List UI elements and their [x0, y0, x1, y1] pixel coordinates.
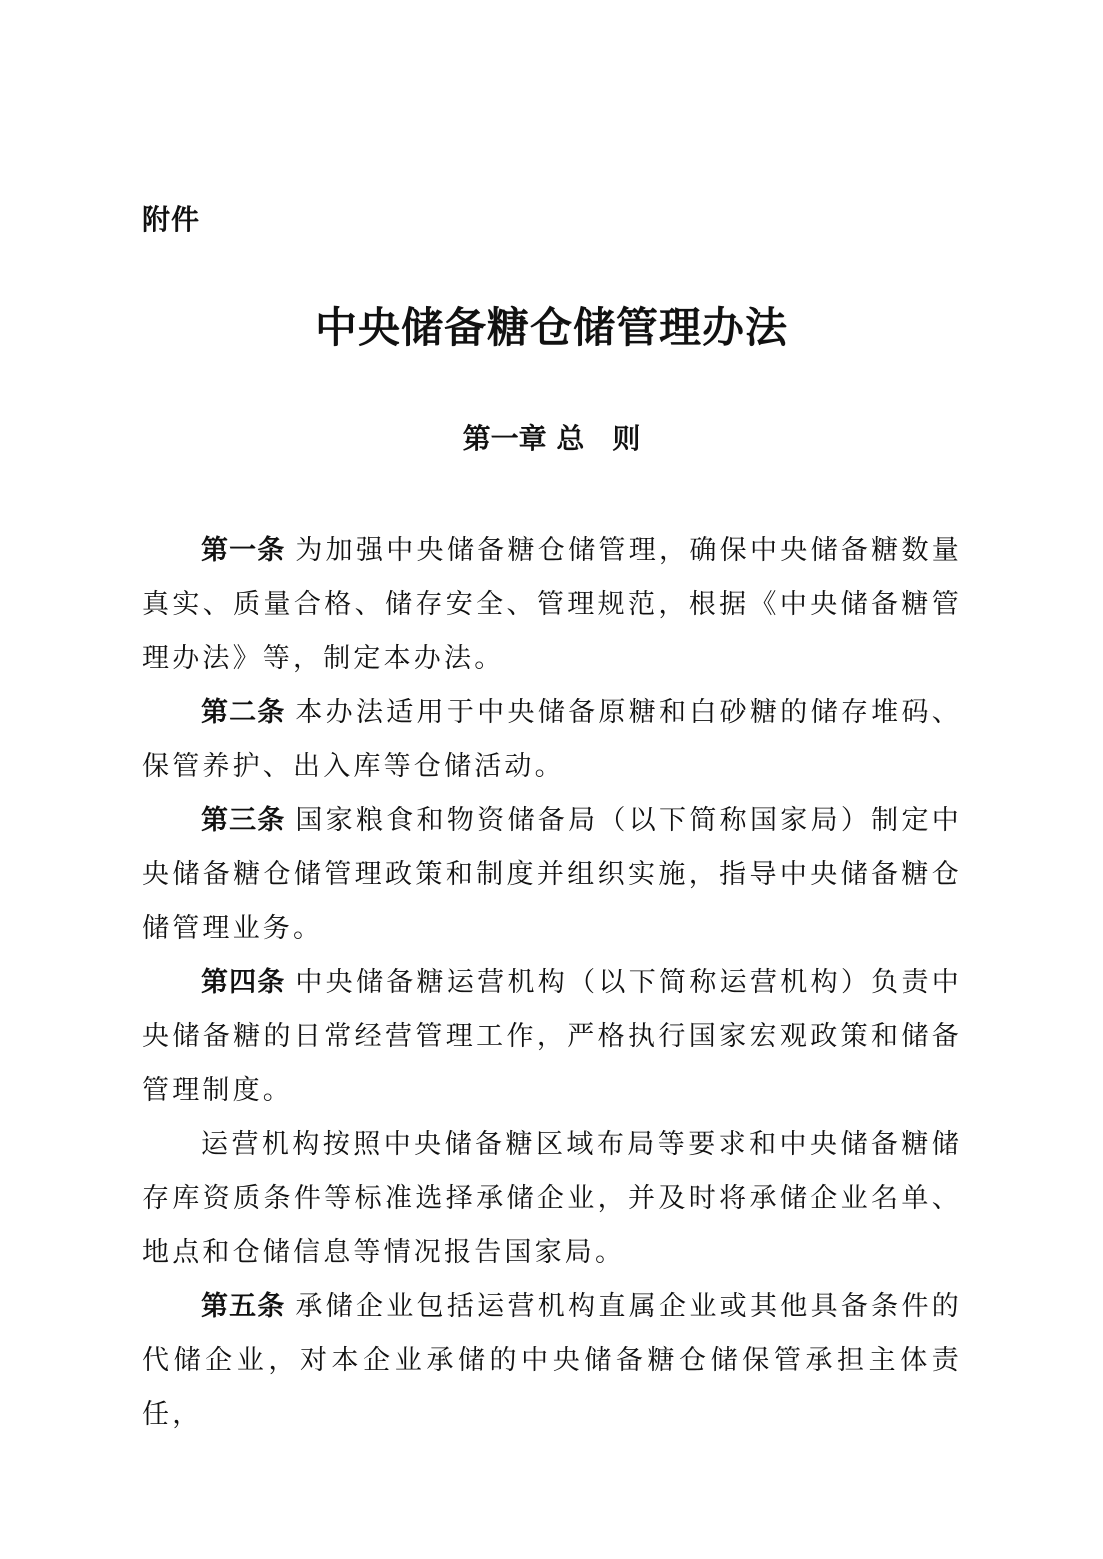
- article-paragraph: [142, 956, 962, 1118]
- article-text: 国家粮食和物资储备局（以下简称国家局）制定中央储备糖仓储管理政策和制度并组织实施，指导中央储备糖仓储管理业务。: [142, 805, 962, 944]
- article-text: 中央储备糖运营机构（以下简称运营机构）负责中央储备糖的日常经营管理工作，严格执行国家宏观政策和储备管理制度。: [142, 967, 962, 1106]
- attachment-label: 附件: [142, 203, 201, 236]
- article-number: 第三条: [201, 805, 286, 836]
- article-paragraph: [142, 686, 962, 794]
- document-body: [142, 524, 962, 1442]
- article-text: 为加强中央储备糖仓储管理，确保中央储备糖数量真实、质量合格、储存安全、管理规范，根据《中央储备糖管理办法》等，制定本办法。: [142, 535, 962, 674]
- article-number: 第二条: [201, 697, 286, 728]
- paragraph-text: 运营机构按照中央储备糖区域布局等要求和中央储备糖储存库资质条件等标准选择承储企业，并及时将承储企业名单、地点和仓储信息等情况报告国家局。: [142, 1129, 962, 1268]
- article-number: 第四条: [201, 967, 286, 998]
- chapter-heading: 第一章 总 则: [462, 422, 641, 455]
- article-text: 本办法适用于中央储备原糖和白砂糖的储存堆码、保管养护、出入库等仓储活动。: [142, 697, 962, 782]
- document-title: 中央储备糖仓储管理办法: [314, 303, 788, 352]
- article-text: 承储企业包括运营机构直属企业或其他具备条件的代储企业，对本企业承储的中央储备糖仓储保管承担主体责任，: [142, 1291, 962, 1430]
- article-number: 第五条: [201, 1291, 286, 1322]
- article-paragraph: [142, 794, 962, 956]
- continuation-paragraph: [142, 1118, 962, 1280]
- article-paragraph: [142, 1280, 962, 1442]
- article-paragraph: [142, 524, 962, 686]
- article-number: 第一条: [201, 535, 286, 566]
